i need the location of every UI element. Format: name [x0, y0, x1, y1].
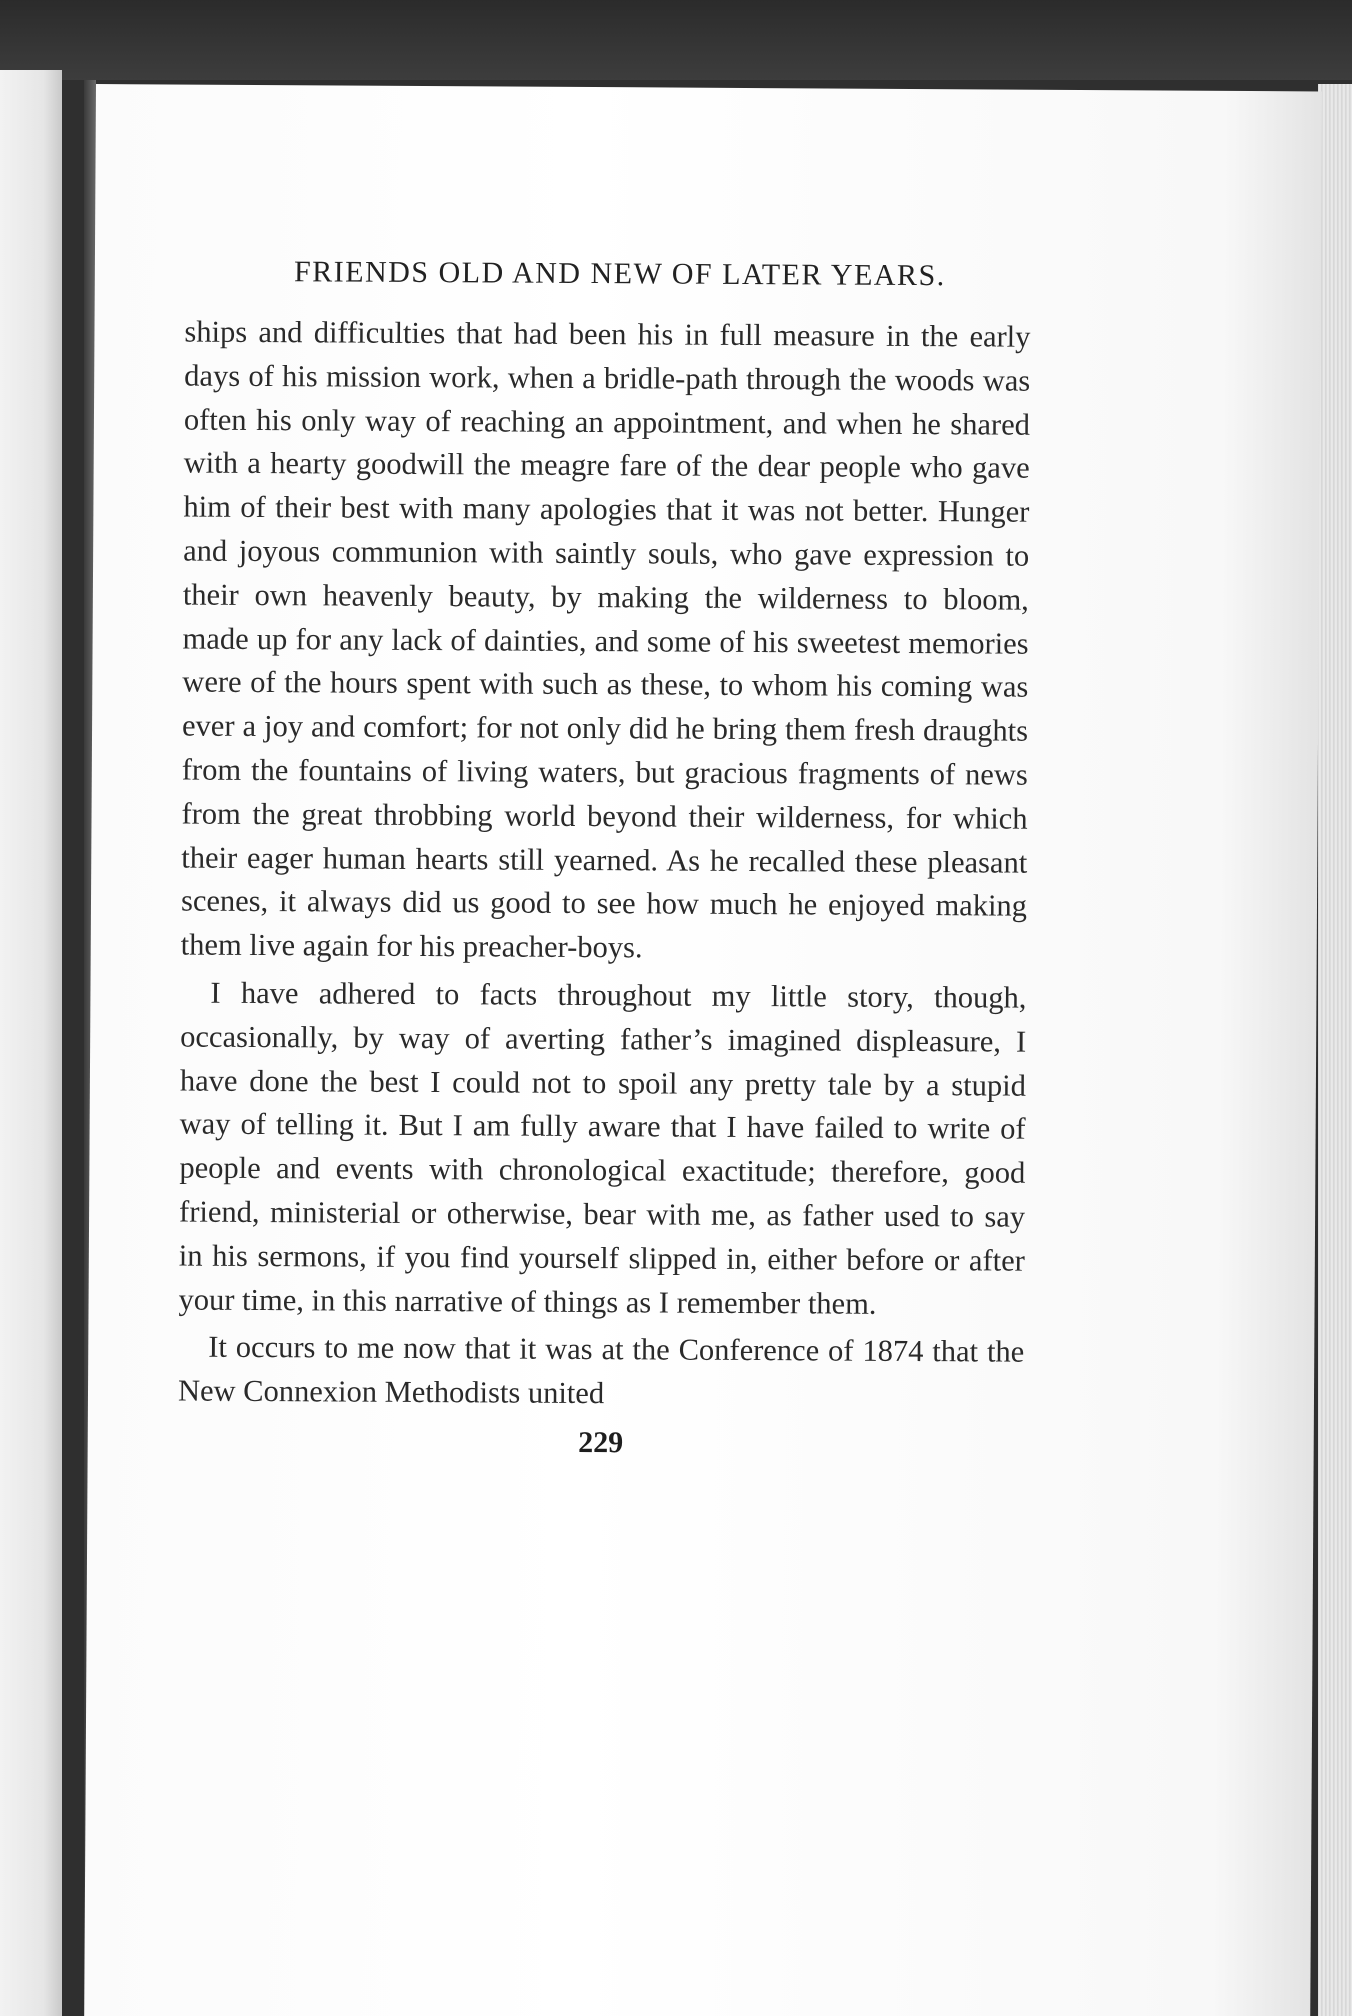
paragraph: It occurs to me now that it was at the Conference of 1874 that the New Connexion Methodists united	[177, 1330, 1025, 1411]
paragraph: I have adhered to facts throughout my little story, though, occasionally, by way of averting father’s imagined displeasure, I have done the best I could not to spoil any pretty tale by a stupid way of telling it. But I am fully aware that I have failed to write of people and events with chronological exactitude; therefore, good friend, ministerial or otherwise, bear with me, as father used to say in his sermons, if you find yourself slipped in, either before or after your time, in this narrative of things as I remember them.	[178, 975, 1027, 1321]
facing-page-edge	[0, 70, 62, 2016]
page-number: 229	[578, 1425, 624, 1460]
page-content	[178, 255, 1031, 1463]
paragraph-continued: ships and difficulties that had been his in full measure in the early days of his mission work, when a bridle-path through the woods was often his only way of reaching an appointment, and when he shared with a hearty goodwill the meagre fare of the dear people who gave him of their best with many apologies that it was not better. Hunger and joyous communion with saintly souls, who gave expression to their own heavenly beauty, by making the wilderness to bloom, made up for any lack of dainties, and some of his sweetest memories were of the hours spent with such as these, to whom his coming was ever a joy and comfort; for not only did he bring them fresh draughts from the fountains of living waters, but gracious fragments of news from the great throbbing world beyond their wilderness, for which their eager human hearts still yearned. As he recalled these pleasant scenes, it always did us good to see how much he enjoyed making them live again for his preacher-boys.	[180, 314, 1031, 965]
scanner-background	[0, 0, 1352, 80]
running-head: FRIENDS OLD AND NEW OF LATER YEARS.	[293, 255, 946, 293]
page-stack-edge	[1318, 84, 1352, 2016]
body-text	[178, 311, 1031, 1419]
book-page	[84, 84, 1322, 2016]
